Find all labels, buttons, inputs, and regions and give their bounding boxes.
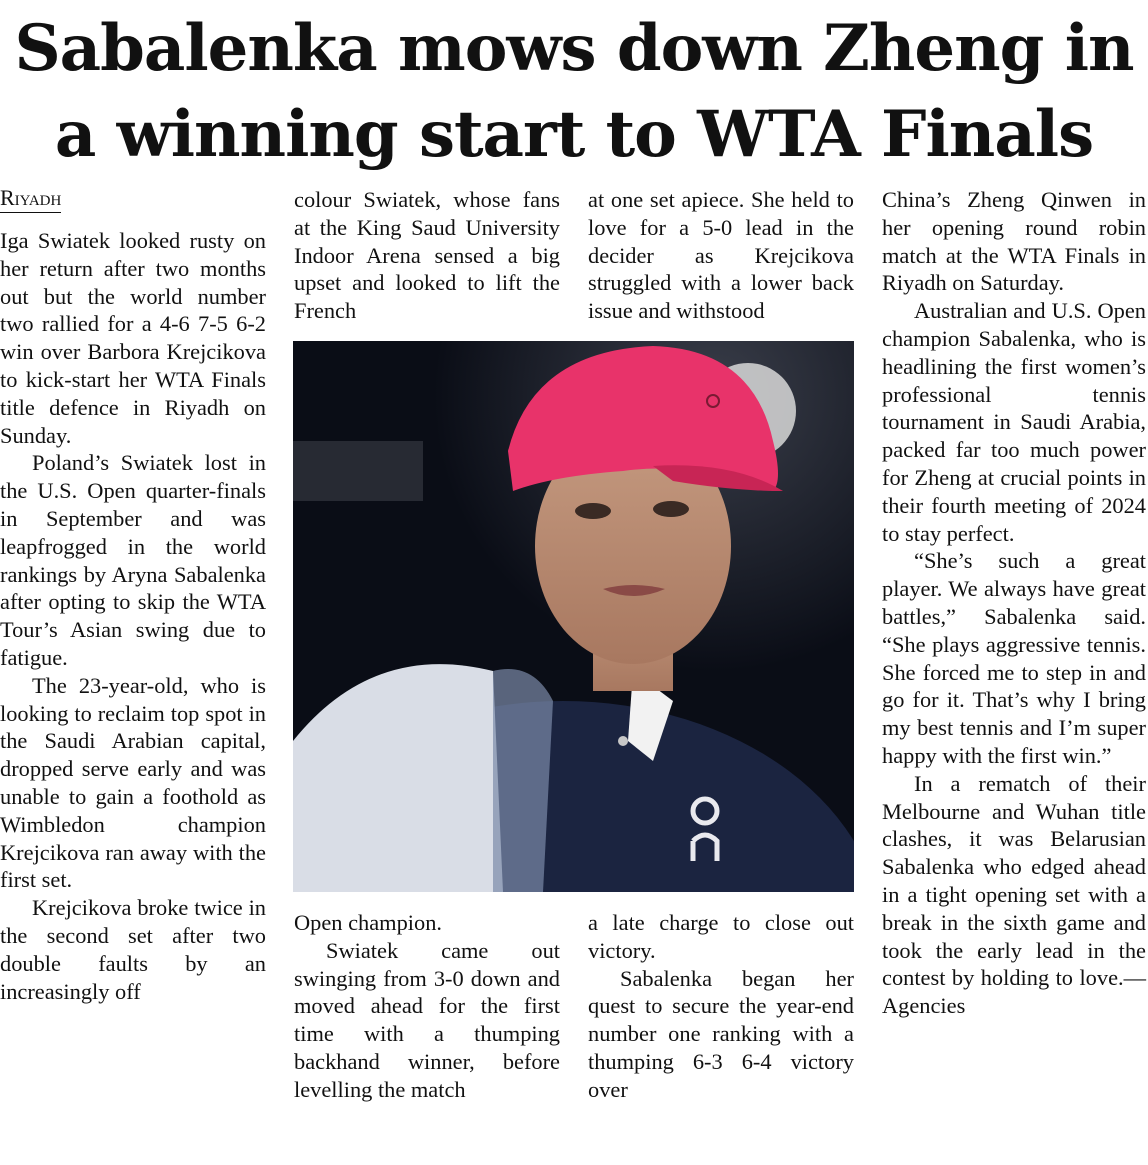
paragraph: Australian and U.S. Open champion Sabalenka, who is headlining the first women’s professional tennis tournament in Saudi Arabia, packed far too much power for Zheng at crucial points in their fourth meeting of 2024 to stay perfect. <box>882 298 1146 546</box>
paragraph: Swiatek came out swinging from 3-0 down and moved ahead for the first time with a thumping backhand winner, before levelling the match <box>294 937 560 1102</box>
article-column-2-bottom <box>294 909 560 1104</box>
paragraph: The 23-year-old, who is looking to reclaim top spot in the Saudi Arabian capital, dropped serve early and was unable to gain a foothold as Wimbledon champion Krejcikova ran away with the first set. <box>0 672 266 893</box>
article-column-1 <box>0 184 266 1005</box>
dateline: Riyadh <box>0 184 61 213</box>
paragraph: Poland’s Swiatek lost in the U.S. Open quarter-finals in September and was leapfrogged in the world rankings by Aryna Sabalenka after opting to skip the WTA Tour’s Asian swing due to fatigue. <box>0 450 266 670</box>
headline-line-1: Sabalenka mows down Zheng in <box>14 11 1134 86</box>
paragraph: Iga Swiatek looked rusty on her return after two months out but the world number two rallied for a 4-6 7-5 6-2 win over Barbora Krejcikova to kick-start her WTA Finals title defence in Riyadh on Sunday. <box>0 228 266 448</box>
background-sign <box>293 441 423 501</box>
article-photo <box>293 341 854 892</box>
paragraph: at one set apiece. She held to love for a 5-0 lead in the decider as Krejcikova struggled with a lower back issue and withstood <box>588 187 854 324</box>
paragraph: “She’s such a great player. We always have great battles,” Sabalenka said. “She plays aggressive tennis. She forced me to step in and go for it. That’s why I bring my best tennis and I’m super happy with the first win.” <box>882 548 1146 768</box>
paragraph: Sabalenka began her quest to secure the year-end number one ranking with a thumping 6-3 6-4 victory over <box>588 965 854 1102</box>
headline-line-2: a winning start to WTA Finals <box>54 97 1094 172</box>
paragraph: China’s Zheng Qinwen in her opening round robin match at the WTA Finals in Riyadh on Saturday. <box>882 187 1146 296</box>
article-column-3-top <box>588 186 854 325</box>
player-portrait <box>293 341 854 892</box>
paragraph: Krejcikova broke twice in the second set after two double faults by an increasingly off <box>0 895 266 1004</box>
paragraph: In a rematch of their Melbourne and Wuhan title clashes, it was Belarusian Sabalenka who edged ahead in a tight opening set with a break in the sixth game and took the early lead in the contest by holding to love.—Agencies <box>882 770 1146 1019</box>
paragraph: a late charge to close out victory. <box>588 910 854 963</box>
article-column-2-top <box>294 186 560 325</box>
paragraph: Open champion. <box>294 910 442 935</box>
paragraph: colour Swiatek, whose fans at the King Saud University Indoor Arena sensed a big upset and looked to lift the French <box>294 187 560 324</box>
article-column-4 <box>882 186 1146 1020</box>
headline <box>0 6 1148 178</box>
article-column-3-bottom <box>588 909 854 1104</box>
